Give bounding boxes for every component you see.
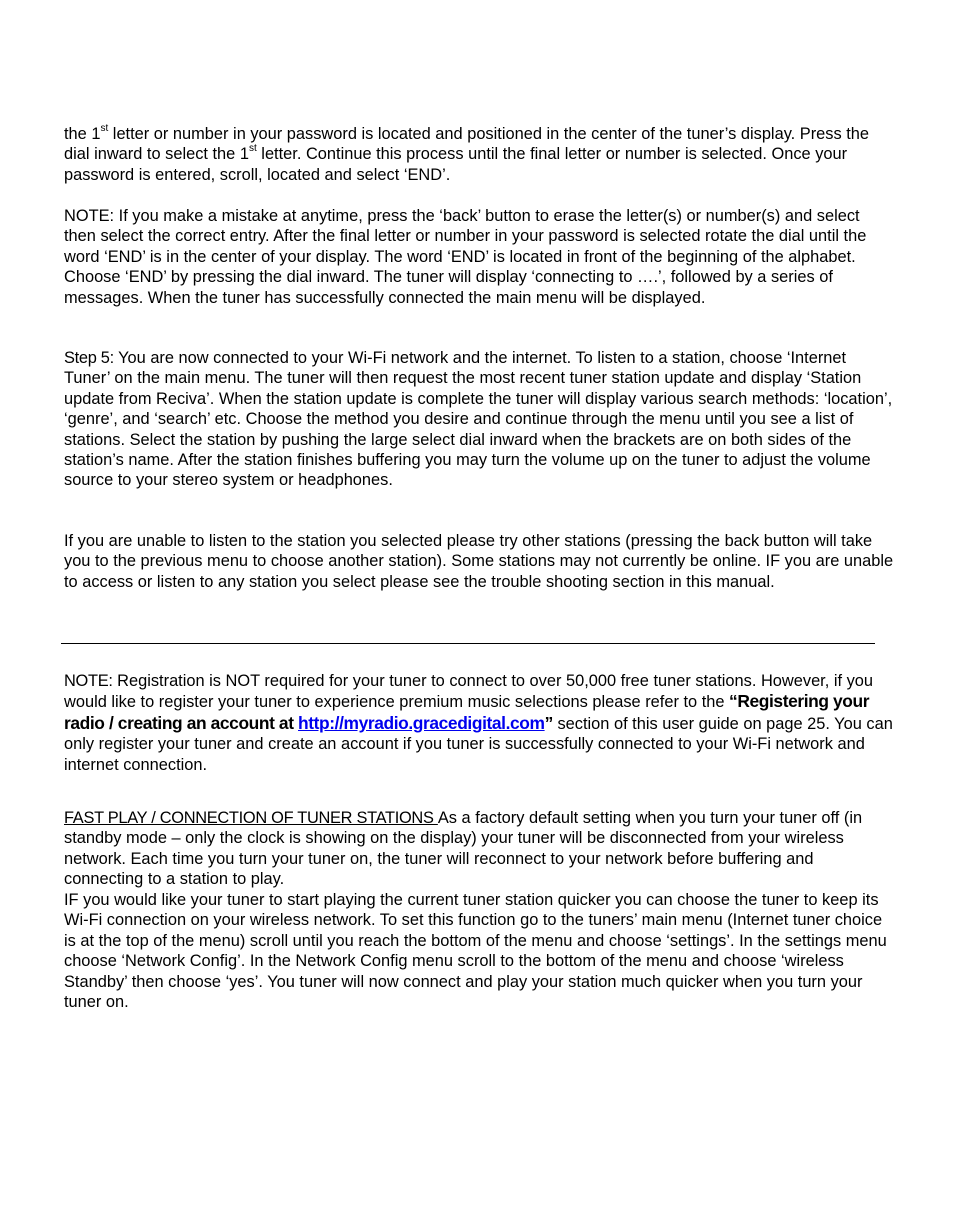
- note-label: NOTE:: [64, 672, 113, 690]
- text-run: Registration is NOT required for your tuner to connect to over 50,000 free tuner stations. However, if you would like to register your tuner to experience premium music selections please refer to the: [64, 672, 874, 712]
- myradio-link[interactable]: http://myradio.gracedigital.com: [298, 712, 545, 733]
- unable-to-listen-paragraph: If you are unable to listen to the station you selected please try other stations (pressing the back button will take you to the previous menu to choose another station). Some stations may not currently be online. IF you are unable to access or listen to any station you select please see the trouble shooting section in this manual.: [64, 532, 894, 591]
- registration-note-paragraph: [64, 671, 894, 775]
- text-run: “Registering your radio / creating an account at: [64, 691, 870, 733]
- text-run: section of this user guide on page 25. You can only register your tuner and create an account if you tuner is successfully connected to your Wi-Fi network and internet connection.: [64, 714, 893, 774]
- password-entry-paragraph: [64, 124, 894, 185]
- mistake-note-paragraph: NOTE: If you make a mistake at anytime, press the ‘back’ button to erase the letter(s) or number(s) and select then select the correct entry. After the final letter or number in your password is selected rotate the dial until the word ‘END’ is in the center of your display. The word ‘END’ is located in front of the beginning of the alphabet. Choose ‘END’ by pressing the dial inward. The tuner will display ‘connecting to ….’, followed by a series of messages. When the tuner has successfully connected the main menu will be displayed.: [64, 207, 867, 307]
- step-5-label: Step 5:: [64, 349, 114, 367]
- text-run: letter or number in your password is located and positioned in the center of the tuner’s display. Press the dial inward to select the 1: [64, 125, 870, 164]
- text-run: As a factory default setting when you turn your tuner off (in standby mode – only the clock is showing on the display) your tuner will be disconnected from your wireless network. Each time you turn your tuner on, the tuner will reconnect to your network before buffering and connecting to a station to play.: [64, 809, 863, 889]
- horizontal-divider: [61, 643, 875, 644]
- text-run: ”: [544, 712, 553, 733]
- wireless-standby-paragraph: IF you would like your tuner to start playing the current tuner station quicker you can choose the tuner to keep its Wi-Fi connection on your wireless network. To set this function go to the tuners’ main menu (Internet tuner choice is at the top of the menu) scroll until you reach the bottom of the menu and choose ‘settings’. In the settings menu choose ‘Network Config’. In the Network Config menu scroll to the bottom of the menu and choose ‘wireless Standby’ then choose ‘yes’. You tuner will now connect and play your station much quicker when you turn your tuner on.: [64, 891, 887, 1012]
- superscript: st: [248, 142, 257, 154]
- text-run: the 1: [64, 125, 101, 143]
- fast-play-paragraph: [64, 808, 894, 890]
- text-run: You are now connected to your Wi-Fi network and the internet. To listen to a station, choose ‘Internet Tuner’ on the main menu. The tuner will then request the most recent tuner station update and display ‘Station update from Reciva’. When the station update is complete the tuner will display various search methods: ‘location’, ‘genre’, and ‘search’ etc. Choose the method you desire and continue through the menu until you see a list of stations. Select the station by pushing the large select dial inward when the brackets are on both sides of the station’s name. After the station finishes buffering you may turn the volume up on the tuner to adjust the volume source to your stereo system or headphones.: [64, 349, 893, 490]
- fast-play-heading: FAST PLAY / CONNECTION OF TUNER STATIONS: [64, 809, 438, 827]
- text-run: letter. Continue this process until the final letter or number is selected. Once your password is entered, scroll, located and select ‘END’.: [64, 145, 848, 184]
- step-5-paragraph: [64, 348, 894, 491]
- superscript: st: [100, 122, 109, 134]
